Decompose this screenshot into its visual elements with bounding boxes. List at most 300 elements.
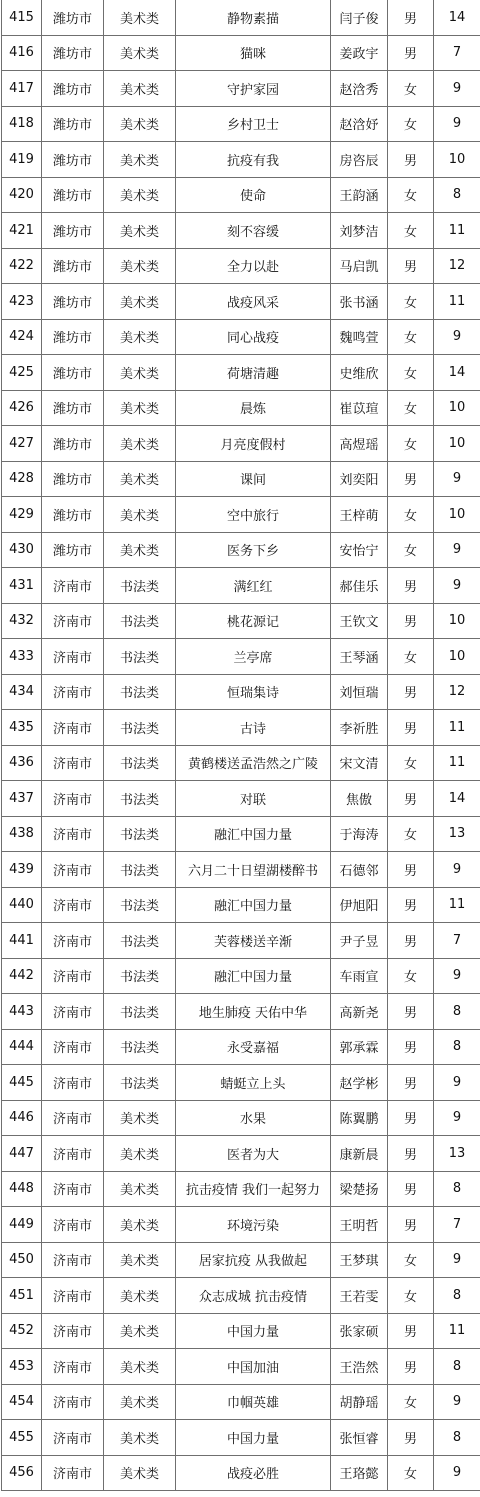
cell-gender: 女 (388, 319, 434, 355)
cell-name: 王梓萌 (331, 497, 388, 533)
cell-age: 9 (434, 1065, 480, 1101)
cell-category: 美术类 (104, 1207, 176, 1243)
cell-number: 425 (2, 355, 42, 391)
cell-category: 美术类 (104, 1278, 176, 1314)
cell-name: 王钦文 (331, 603, 388, 639)
cell-work-title: 课间 (176, 461, 331, 497)
cell-gender: 男 (388, 994, 434, 1030)
table-row (2, 248, 480, 284)
cell-gender: 男 (388, 1029, 434, 1065)
cell-gender: 女 (388, 958, 434, 994)
table-row (2, 1065, 480, 1101)
cell-gender: 女 (388, 532, 434, 568)
cell-work-title: 永受嘉福 (176, 1029, 331, 1065)
cell-age: 9 (434, 319, 480, 355)
table-row (2, 710, 480, 746)
cell-number: 423 (2, 284, 42, 320)
cell-number: 455 (2, 1420, 42, 1456)
cell-city: 潍坊市 (42, 71, 104, 107)
cell-category: 书法类 (104, 923, 176, 959)
cell-gender: 女 (388, 1278, 434, 1314)
cell-name: 张家硕 (331, 1313, 388, 1349)
cell-gender: 男 (388, 674, 434, 710)
cell-work-title: 月亮度假村 (176, 426, 331, 462)
cell-name: 马启凯 (331, 248, 388, 284)
table-row (2, 390, 480, 426)
cell-city: 济南市 (42, 1065, 104, 1101)
cell-age: 10 (434, 390, 480, 426)
cell-work-title: 兰亭席 (176, 639, 331, 675)
cell-gender: 男 (388, 1420, 434, 1456)
cell-name: 胡静瑶 (331, 1384, 388, 1420)
cell-city: 济南市 (42, 1455, 104, 1491)
cell-gender: 女 (388, 1384, 434, 1420)
cell-number: 429 (2, 497, 42, 533)
cell-work-title: 巾帼英雄 (176, 1384, 331, 1420)
cell-work-title: 抗击疫情 我们一起努力 (176, 1171, 331, 1207)
cell-age: 9 (434, 1100, 480, 1136)
table-row (2, 923, 480, 959)
cell-gender: 女 (388, 745, 434, 781)
cell-work-title: 守护家园 (176, 71, 331, 107)
cell-gender: 女 (388, 355, 434, 391)
cell-number: 424 (2, 319, 42, 355)
cell-work-title: 医者为大 (176, 1136, 331, 1172)
table-row (2, 1242, 480, 1278)
cell-work-title: 居家抗疫 从我做起 (176, 1242, 331, 1278)
cell-number: 436 (2, 745, 42, 781)
cell-name: 梁楚扬 (331, 1171, 388, 1207)
cell-age: 8 (434, 1171, 480, 1207)
cell-name: 闫子俊 (331, 0, 388, 35)
cell-work-title: 同心战疫 (176, 319, 331, 355)
cell-city: 济南市 (42, 1171, 104, 1207)
cell-gender: 女 (388, 177, 434, 213)
cell-name: 赵浛妤 (331, 106, 388, 142)
cell-work-title: 空中旅行 (176, 497, 331, 533)
cell-age: 13 (434, 1136, 480, 1172)
cell-work-title: 晨炼 (176, 390, 331, 426)
cell-city: 潍坊市 (42, 461, 104, 497)
cell-gender: 男 (388, 710, 434, 746)
cell-city: 济南市 (42, 958, 104, 994)
table-row (2, 1349, 480, 1385)
cell-name: 车雨宣 (331, 958, 388, 994)
cell-gender: 男 (388, 568, 434, 604)
cell-age: 11 (434, 284, 480, 320)
cell-number: 443 (2, 994, 42, 1030)
cell-city: 潍坊市 (42, 35, 104, 71)
cell-city: 济南市 (42, 674, 104, 710)
cell-name: 高煜瑶 (331, 426, 388, 462)
cell-name: 刘奕阳 (331, 461, 388, 497)
cell-work-title: 全力以赴 (176, 248, 331, 284)
cell-number: 445 (2, 1065, 42, 1101)
cell-city: 济南市 (42, 1029, 104, 1065)
cell-gender: 女 (388, 390, 434, 426)
cell-number: 435 (2, 710, 42, 746)
cell-name: 于海涛 (331, 816, 388, 852)
cell-city: 潍坊市 (42, 284, 104, 320)
cell-name: 史维欣 (331, 355, 388, 391)
cell-age: 9 (434, 568, 480, 604)
cell-category: 美术类 (104, 1455, 176, 1491)
cell-work-title: 环境污染 (176, 1207, 331, 1243)
cell-city: 济南市 (42, 1278, 104, 1314)
cell-age: 7 (434, 35, 480, 71)
cell-category: 书法类 (104, 852, 176, 888)
cell-name: 张恒睿 (331, 1420, 388, 1456)
cell-category: 书法类 (104, 781, 176, 817)
cell-gender: 男 (388, 1207, 434, 1243)
cell-city: 济南市 (42, 1313, 104, 1349)
cell-name: 赵浛秀 (331, 71, 388, 107)
cell-age: 7 (434, 1207, 480, 1243)
cell-age: 14 (434, 0, 480, 35)
cell-city: 潍坊市 (42, 177, 104, 213)
cell-age: 8 (434, 1420, 480, 1456)
cell-age: 14 (434, 355, 480, 391)
cell-age: 8 (434, 994, 480, 1030)
cell-gender: 男 (388, 603, 434, 639)
cell-work-title: 融汇中国力量 (176, 958, 331, 994)
table-row (2, 1313, 480, 1349)
cell-work-title: 中国力量 (176, 1313, 331, 1349)
cell-city: 济南市 (42, 994, 104, 1030)
cell-work-title: 融汇中国力量 (176, 816, 331, 852)
cell-work-title: 荷塘清趣 (176, 355, 331, 391)
table-row (2, 284, 480, 320)
cell-gender: 女 (388, 106, 434, 142)
cell-gender: 男 (388, 1349, 434, 1385)
cell-city: 潍坊市 (42, 213, 104, 249)
cell-number: 438 (2, 816, 42, 852)
cell-city: 济南市 (42, 568, 104, 604)
cell-gender: 女 (388, 816, 434, 852)
cell-name: 焦傲 (331, 781, 388, 817)
cell-work-title: 芙蓉楼送辛渐 (176, 923, 331, 959)
cell-number: 449 (2, 1207, 42, 1243)
cell-gender: 女 (388, 497, 434, 533)
cell-city: 潍坊市 (42, 390, 104, 426)
cell-gender: 男 (388, 1171, 434, 1207)
table-row (2, 852, 480, 888)
cell-name: 王琴涵 (331, 639, 388, 675)
cell-name: 王梦琪 (331, 1242, 388, 1278)
cell-gender: 女 (388, 213, 434, 249)
cell-number: 432 (2, 603, 42, 639)
cell-category: 美术类 (104, 1384, 176, 1420)
table-row (2, 1136, 480, 1172)
cell-age: 9 (434, 461, 480, 497)
cell-category: 美术类 (104, 213, 176, 249)
cell-category: 书法类 (104, 887, 176, 923)
cell-city: 济南市 (42, 1136, 104, 1172)
cell-category: 美术类 (104, 71, 176, 107)
cell-name: 石德邻 (331, 852, 388, 888)
entries-table (1, 0, 480, 1491)
cell-category: 美术类 (104, 284, 176, 320)
table-row (2, 1278, 480, 1314)
cell-work-title: 猫咪 (176, 35, 331, 71)
cell-city: 济南市 (42, 1420, 104, 1456)
cell-age: 10 (434, 639, 480, 675)
cell-name: 崔苡瑄 (331, 390, 388, 426)
cell-city: 济南市 (42, 603, 104, 639)
cell-gender: 男 (388, 887, 434, 923)
table-row (2, 426, 480, 462)
cell-name: 康新晨 (331, 1136, 388, 1172)
cell-work-title: 使命 (176, 177, 331, 213)
table-row (2, 0, 480, 35)
cell-number: 437 (2, 781, 42, 817)
cell-work-title: 刻不容缓 (176, 213, 331, 249)
cell-name: 宋文清 (331, 745, 388, 781)
table-row (2, 106, 480, 142)
cell-number: 456 (2, 1455, 42, 1491)
cell-name: 王明哲 (331, 1207, 388, 1243)
cell-age: 8 (434, 177, 480, 213)
cell-number: 421 (2, 213, 42, 249)
table-row (2, 781, 480, 817)
table-row (2, 1455, 480, 1491)
cell-work-title: 乡村卫士 (176, 106, 331, 142)
cell-age: 9 (434, 532, 480, 568)
cell-age: 12 (434, 674, 480, 710)
cell-category: 书法类 (104, 710, 176, 746)
cell-work-title: 蜻蜓立上头 (176, 1065, 331, 1101)
cell-city: 济南市 (42, 1384, 104, 1420)
table-row (2, 1207, 480, 1243)
cell-work-title: 众志成城 抗击疫情 (176, 1278, 331, 1314)
cell-age: 9 (434, 1384, 480, 1420)
cell-work-title: 对联 (176, 781, 331, 817)
cell-number: 442 (2, 958, 42, 994)
cell-age: 10 (434, 426, 480, 462)
cell-age: 11 (434, 887, 480, 923)
cell-city: 济南市 (42, 639, 104, 675)
cell-category: 书法类 (104, 816, 176, 852)
cell-category: 书法类 (104, 674, 176, 710)
cell-gender: 女 (388, 1455, 434, 1491)
cell-work-title: 静物素描 (176, 0, 331, 35)
cell-gender: 男 (388, 852, 434, 888)
table-row (2, 1420, 480, 1456)
cell-category: 美术类 (104, 1420, 176, 1456)
cell-category: 书法类 (104, 1065, 176, 1101)
cell-gender: 男 (388, 461, 434, 497)
cell-work-title: 地生肺疫 天佑中华 (176, 994, 331, 1030)
cell-city: 济南市 (42, 923, 104, 959)
cell-gender: 男 (388, 248, 434, 284)
cell-category: 书法类 (104, 568, 176, 604)
cell-work-title: 战疫必胜 (176, 1455, 331, 1491)
table-row (2, 639, 480, 675)
cell-age: 10 (434, 142, 480, 178)
cell-name: 姜政宇 (331, 35, 388, 71)
table-row (2, 994, 480, 1030)
cell-category: 美术类 (104, 1349, 176, 1385)
table-row (2, 745, 480, 781)
cell-number: 448 (2, 1171, 42, 1207)
cell-gender: 女 (388, 1242, 434, 1278)
cell-age: 8 (434, 1278, 480, 1314)
cell-gender: 男 (388, 0, 434, 35)
table-row (2, 958, 480, 994)
cell-city: 潍坊市 (42, 0, 104, 35)
cell-name: 房咨辰 (331, 142, 388, 178)
cell-age: 9 (434, 71, 480, 107)
cell-number: 419 (2, 142, 42, 178)
cell-number: 453 (2, 1349, 42, 1385)
cell-gender: 女 (388, 71, 434, 107)
cell-category: 美术类 (104, 319, 176, 355)
cell-category: 美术类 (104, 1313, 176, 1349)
cell-name: 李祈胜 (331, 710, 388, 746)
cell-name: 高新尧 (331, 994, 388, 1030)
cell-city: 潍坊市 (42, 532, 104, 568)
table-row (2, 461, 480, 497)
cell-name: 郭承霖 (331, 1029, 388, 1065)
cell-work-title: 满红红 (176, 568, 331, 604)
cell-work-title: 桃花源记 (176, 603, 331, 639)
cell-work-title: 战疫风采 (176, 284, 331, 320)
cell-work-title: 六月二十日望湖楼醉书 (176, 852, 331, 888)
cell-city: 潍坊市 (42, 142, 104, 178)
cell-number: 422 (2, 248, 42, 284)
cell-gender: 男 (388, 1313, 434, 1349)
cell-city: 济南市 (42, 1349, 104, 1385)
cell-age: 11 (434, 213, 480, 249)
cell-city: 济南市 (42, 1242, 104, 1278)
cell-city: 济南市 (42, 1207, 104, 1243)
cell-number: 427 (2, 426, 42, 462)
cell-number: 444 (2, 1029, 42, 1065)
cell-number: 452 (2, 1313, 42, 1349)
cell-category: 书法类 (104, 1029, 176, 1065)
cell-name: 陈翼鹏 (331, 1100, 388, 1136)
cell-age: 7 (434, 923, 480, 959)
cell-category: 美术类 (104, 142, 176, 178)
cell-gender: 女 (388, 426, 434, 462)
cell-work-title: 水果 (176, 1100, 331, 1136)
cell-category: 美术类 (104, 177, 176, 213)
cell-category: 美术类 (104, 355, 176, 391)
cell-city: 潍坊市 (42, 497, 104, 533)
cell-number: 430 (2, 532, 42, 568)
cell-city: 济南市 (42, 745, 104, 781)
cell-number: 418 (2, 106, 42, 142)
cell-gender: 男 (388, 1065, 434, 1101)
cell-city: 济南市 (42, 887, 104, 923)
cell-city: 济南市 (42, 1100, 104, 1136)
cell-name: 王珞懿 (331, 1455, 388, 1491)
cell-city: 潍坊市 (42, 248, 104, 284)
cell-number: 428 (2, 461, 42, 497)
cell-age: 11 (434, 1313, 480, 1349)
cell-city: 济南市 (42, 710, 104, 746)
cell-category: 美术类 (104, 1136, 176, 1172)
table-row (2, 674, 480, 710)
cell-category: 美术类 (104, 532, 176, 568)
cell-work-title: 中国力量 (176, 1420, 331, 1456)
cell-city: 潍坊市 (42, 106, 104, 142)
cell-gender: 男 (388, 923, 434, 959)
cell-number: 416 (2, 35, 42, 71)
cell-city: 济南市 (42, 816, 104, 852)
cell-category: 美术类 (104, 1242, 176, 1278)
cell-city: 济南市 (42, 781, 104, 817)
cell-work-title: 黄鹤楼送孟浩然之广陵 (176, 745, 331, 781)
cell-category: 美术类 (104, 248, 176, 284)
cell-name: 张书涵 (331, 284, 388, 320)
cell-gender: 男 (388, 1100, 434, 1136)
cell-age: 9 (434, 958, 480, 994)
cell-age: 9 (434, 852, 480, 888)
cell-category: 书法类 (104, 639, 176, 675)
cell-name: 伊旭阳 (331, 887, 388, 923)
cell-gender: 女 (388, 639, 434, 675)
cell-work-title: 中国加油 (176, 1349, 331, 1385)
table-row (2, 816, 480, 852)
cell-age: 12 (434, 248, 480, 284)
cell-name: 王浩然 (331, 1349, 388, 1385)
cell-number: 417 (2, 71, 42, 107)
table-row (2, 213, 480, 249)
cell-number: 439 (2, 852, 42, 888)
cell-number: 434 (2, 674, 42, 710)
table-row (2, 35, 480, 71)
cell-category: 美术类 (104, 0, 176, 35)
cell-category: 书法类 (104, 745, 176, 781)
cell-age: 10 (434, 603, 480, 639)
cell-work-title: 医务下乡 (176, 532, 331, 568)
cell-category: 美术类 (104, 497, 176, 533)
table-row (2, 355, 480, 391)
cell-age: 10 (434, 497, 480, 533)
table-row (2, 1171, 480, 1207)
cell-city: 潍坊市 (42, 426, 104, 462)
cell-category: 书法类 (104, 958, 176, 994)
cell-number: 420 (2, 177, 42, 213)
cell-age: 8 (434, 1029, 480, 1065)
cell-name: 王若雯 (331, 1278, 388, 1314)
cell-number: 440 (2, 887, 42, 923)
cell-category: 书法类 (104, 603, 176, 639)
cell-work-title: 古诗 (176, 710, 331, 746)
table-row (2, 603, 480, 639)
cell-name: 刘梦洁 (331, 213, 388, 249)
table-row (2, 71, 480, 107)
cell-category: 美术类 (104, 461, 176, 497)
table-row (2, 568, 480, 604)
cell-number: 441 (2, 923, 42, 959)
entries-table-body (2, 0, 480, 1491)
cell-number: 446 (2, 1100, 42, 1136)
table-row (2, 1029, 480, 1065)
cell-name: 尹子昱 (331, 923, 388, 959)
cell-city: 潍坊市 (42, 319, 104, 355)
cell-age: 8 (434, 1349, 480, 1385)
cell-number: 415 (2, 0, 42, 35)
cell-work-title: 恒瑞集诗 (176, 674, 331, 710)
cell-category: 美术类 (104, 390, 176, 426)
table-row (2, 887, 480, 923)
cell-category: 美术类 (104, 1171, 176, 1207)
cell-number: 454 (2, 1384, 42, 1420)
cell-name: 郝佳乐 (331, 568, 388, 604)
cell-gender: 女 (388, 284, 434, 320)
